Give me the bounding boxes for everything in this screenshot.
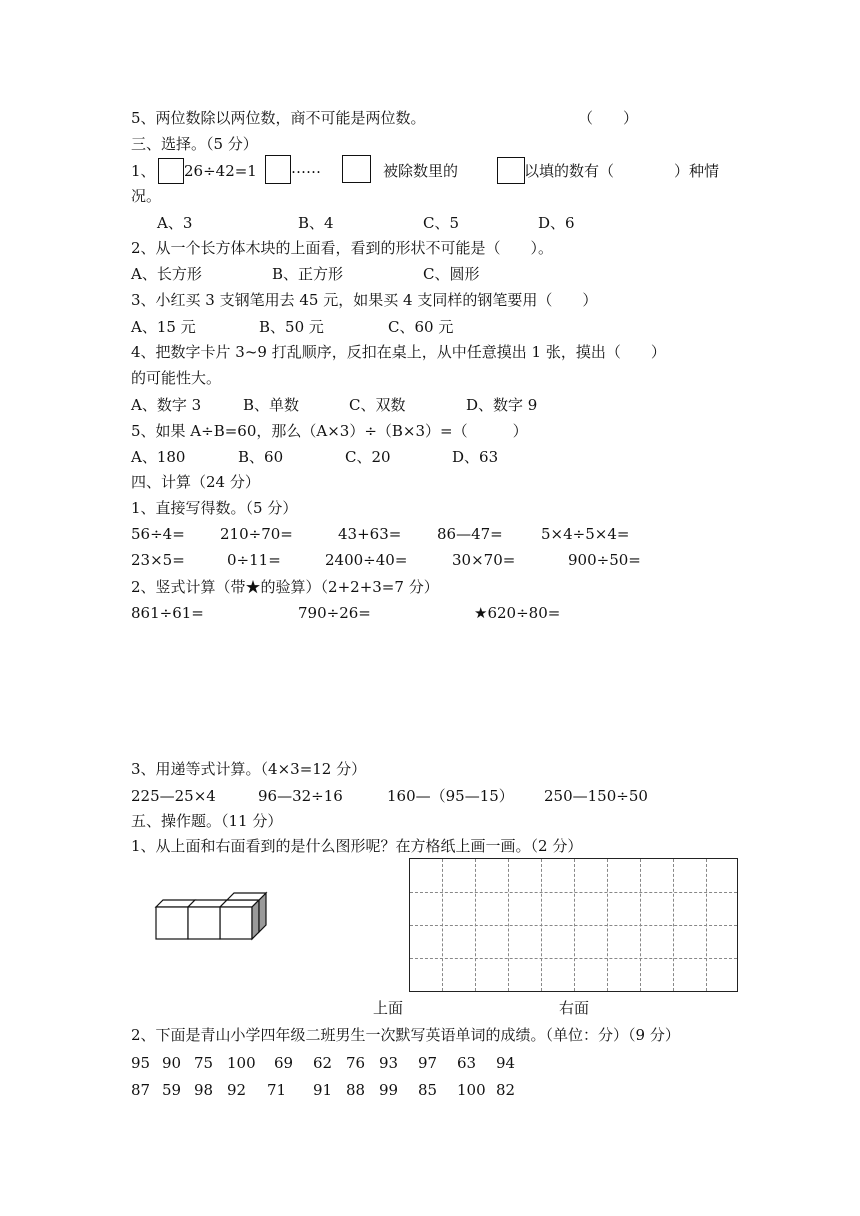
calc-item: 56÷4= bbox=[131, 525, 185, 543]
q1-option: C、5 bbox=[423, 214, 460, 232]
vertical-calc-item: 790÷26= bbox=[298, 604, 371, 622]
cube-stack-figure bbox=[150, 890, 275, 942]
calc-item: 5×4÷5×4= bbox=[541, 525, 630, 543]
q5: 5、如果 A÷B=60，那么（A×3）÷（B×3）=（ ） bbox=[131, 422, 528, 440]
q2-option: C、圆形 bbox=[423, 265, 480, 283]
calc-item: 86—47= bbox=[437, 525, 503, 543]
q1-dots: …… bbox=[291, 159, 321, 177]
q4: 4、把数字卡片 3~9 打乱顺序，反扣在桌上，从中任意摸出 1 张，摸出（ ） bbox=[131, 343, 666, 361]
score: 97 bbox=[418, 1054, 438, 1072]
step-calc-item: 160—（95—15） bbox=[387, 787, 514, 805]
score: 62 bbox=[313, 1054, 333, 1072]
q1-cont: 况。 bbox=[131, 187, 162, 205]
op-q1: 1、从上面和右面看到的是什么图形呢？在方格纸上画一画。（2 分） bbox=[131, 837, 583, 855]
calc-item: 43+63= bbox=[338, 525, 402, 543]
op-q2: 2、下面是青山小学四年级二班男生一次默写英语单词的成绩。（单位：分）（9 分） bbox=[131, 1026, 680, 1044]
score: 92 bbox=[227, 1081, 247, 1099]
score: 95 bbox=[131, 1054, 151, 1072]
q1-option: A、3 bbox=[157, 214, 193, 232]
calc-item: 2400÷40= bbox=[325, 551, 408, 569]
score: 93 bbox=[379, 1054, 399, 1072]
score: 99 bbox=[379, 1081, 399, 1099]
step-calc-item: 96—32÷16 bbox=[258, 787, 343, 805]
score: 91 bbox=[313, 1081, 333, 1099]
blank-box-2 bbox=[265, 155, 291, 184]
calc-item: 210÷70= bbox=[220, 525, 293, 543]
q4-option: C、双数 bbox=[349, 396, 406, 414]
q1-expr: 26÷42=1 bbox=[184, 162, 257, 180]
q1-option: B、4 bbox=[298, 214, 334, 232]
label-right-view: 右面 bbox=[559, 999, 590, 1017]
calc-item: 23×5= bbox=[131, 551, 185, 569]
q4-option: D、数字 9 bbox=[466, 396, 538, 414]
score: 87 bbox=[131, 1081, 151, 1099]
q5-option: D、63 bbox=[452, 448, 499, 466]
square-grid-paper bbox=[409, 858, 738, 992]
score: 76 bbox=[346, 1054, 366, 1072]
calc-item: 900÷50= bbox=[568, 551, 641, 569]
score: 94 bbox=[496, 1054, 516, 1072]
q3-option: B、50 元 bbox=[259, 318, 324, 336]
score: 82 bbox=[496, 1081, 516, 1099]
q2: 2、从一个长方体木块的上面看，看到的形状不可能是（ ）。 bbox=[131, 239, 554, 257]
score: 69 bbox=[274, 1054, 294, 1072]
q3-option: A、15 元 bbox=[131, 318, 196, 336]
judge-q5: 5、两位数除以两位数，商不可能是两位数。 bbox=[131, 109, 426, 127]
q5-option: A、180 bbox=[131, 448, 186, 466]
calc-item: 30×70= bbox=[452, 551, 516, 569]
q4-option: A、数字 3 bbox=[131, 396, 202, 414]
score: 98 bbox=[194, 1081, 214, 1099]
q5-option: B、60 bbox=[238, 448, 284, 466]
q2-option: B、正方形 bbox=[272, 265, 344, 283]
step-calc-item: 225—25×4 bbox=[131, 787, 216, 805]
score: 90 bbox=[162, 1054, 182, 1072]
blank-box-1 bbox=[158, 158, 184, 184]
score: 100 bbox=[457, 1081, 486, 1099]
blank-box-3 bbox=[342, 155, 371, 183]
blank-box-4 bbox=[497, 157, 525, 184]
part-3-title: 3、用递等式计算。（4×3=12 分） bbox=[131, 760, 367, 778]
section-3-title: 三、选择。（5 分） bbox=[131, 135, 258, 153]
q4-option: B、单数 bbox=[243, 396, 300, 414]
vertical-calc-item: 861÷61= bbox=[131, 604, 204, 622]
part-2-title: 2、竖式计算（带★的验算）（2+2+3=7 分） bbox=[131, 578, 439, 596]
part-1-title: 1、直接写得数。（5 分） bbox=[131, 499, 298, 517]
step-calc-item: 250—150÷50 bbox=[544, 787, 648, 805]
q4-cont: 的可能性大。 bbox=[131, 369, 222, 387]
score: 71 bbox=[267, 1081, 287, 1099]
section-5-title: 五、操作题。（11 分） bbox=[131, 812, 283, 830]
q1-text-2: 以填的数有（ ）种情 bbox=[524, 162, 720, 180]
score: 63 bbox=[457, 1054, 477, 1072]
q3: 3、小红买 3 支钢笔用去 45 元，如果买 4 支同样的钢笔要用（ ） bbox=[131, 291, 598, 309]
q2-option: A、长方形 bbox=[131, 265, 202, 283]
section-4-title: 四、计算（24 分） bbox=[131, 473, 260, 491]
q1-prefix: 1、 bbox=[131, 162, 156, 180]
q5-option: C、20 bbox=[345, 448, 391, 466]
answer-paren: （ ） bbox=[578, 109, 639, 127]
score: 59 bbox=[162, 1081, 182, 1099]
score: 75 bbox=[194, 1054, 214, 1072]
label-top-view: 上面 bbox=[373, 999, 404, 1017]
q1-option: D、6 bbox=[538, 214, 575, 232]
q3-option: C、60 元 bbox=[388, 318, 454, 336]
q1-text: 被除数里的 bbox=[383, 162, 459, 180]
calc-item: 0÷11= bbox=[227, 551, 281, 569]
score: 100 bbox=[227, 1054, 256, 1072]
score: 88 bbox=[346, 1081, 366, 1099]
score: 85 bbox=[418, 1081, 438, 1099]
vertical-calc-item: ★620÷80= bbox=[474, 604, 561, 622]
